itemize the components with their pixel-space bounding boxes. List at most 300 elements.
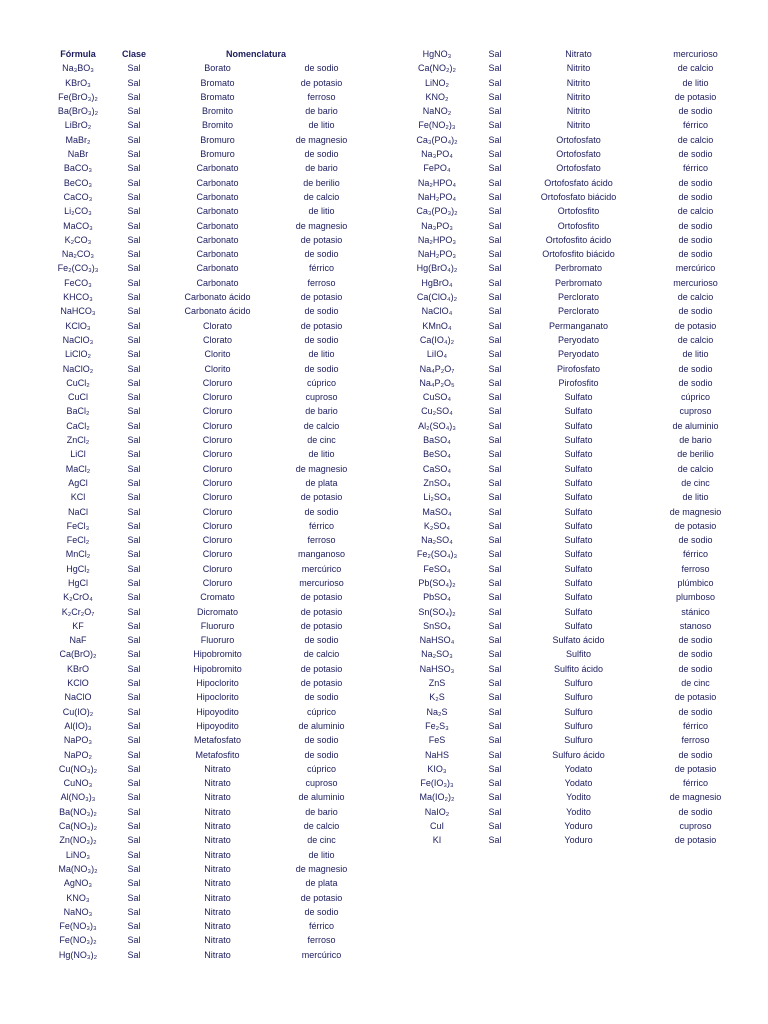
formula-cell: MaBr₂: [65, 134, 91, 145]
table-row: [40, 505, 360, 519]
formula-cell: KI: [432, 835, 442, 846]
nomenclatura-cell: Fluoruro: [200, 620, 235, 631]
suffix-cell: de bario: [305, 106, 338, 117]
suffix-cell: férrico: [308, 263, 334, 274]
nomenclatura-cell: Hipoyodito: [196, 706, 239, 717]
formula-cell: NaHSO₃: [419, 663, 455, 674]
table-row: [395, 47, 745, 61]
clase-cell: Sal: [488, 263, 502, 274]
nomenclatura-cell: Bromuro: [200, 149, 235, 160]
nomenclatura-cell: Bromuro: [200, 134, 235, 145]
formula-cell: Ca(NO₂)₂: [418, 63, 456, 74]
nomenclatura-cell: Perclorato: [557, 292, 600, 303]
table-row: [395, 161, 745, 175]
suffix-cell: de litio: [308, 849, 335, 860]
nomenclatura-cell: Hipoclorito: [196, 678, 239, 689]
table-row: [40, 690, 360, 704]
clase-cell: Sal: [127, 821, 141, 832]
clase-cell: Sal: [488, 649, 502, 660]
formula-cell: Fe(NO₃)₃: [59, 921, 97, 932]
nomenclatura-cell: Bromito: [201, 106, 233, 117]
suffix-cell: plúmbico: [677, 577, 714, 588]
clase-cell: Sal: [488, 334, 502, 345]
clase-cell: Sal: [488, 720, 502, 731]
suffix-cell: de calcio: [677, 292, 714, 303]
suffix-cell: stanoso: [679, 620, 712, 631]
nomenclatura-cell: Cloruro: [202, 563, 233, 574]
suffix-cell: de sodio: [304, 334, 339, 345]
clase-cell: Sal: [127, 420, 141, 431]
formula-cell: KF: [72, 620, 84, 631]
nomenclatura-cell: Yodato: [564, 763, 593, 774]
clase-cell: Sal: [488, 120, 502, 131]
clase-cell: Sal: [127, 435, 141, 446]
clase-cell: Sal: [127, 763, 141, 774]
clase-cell: Sal: [127, 449, 141, 460]
suffix-cell: de potasio: [300, 892, 343, 903]
nomenclatura-cell: Yodito: [566, 792, 591, 803]
suffix-cell: de sodio: [304, 63, 339, 74]
clase-cell: Sal: [488, 549, 502, 560]
suffix-cell: de sodio: [304, 149, 339, 160]
clase-cell: Sal: [127, 835, 141, 846]
formula-cell: Pb(SO₄)₂: [418, 577, 456, 588]
nomenclatura-cell: Permanganato: [548, 320, 609, 331]
formula-cell: FeS: [428, 735, 446, 746]
table-row: [40, 905, 360, 919]
formula-cell: Ma(NO₃)₂: [58, 863, 98, 874]
nomenclatura-cell: Sulfato: [564, 549, 593, 560]
clase-cell: Sal: [488, 420, 502, 431]
suffix-cell: de sodio: [678, 363, 713, 374]
formula-cell: Na₂HPO₄: [417, 177, 457, 188]
suffix-cell: de sodio: [678, 306, 713, 317]
table-row: [395, 247, 745, 261]
nomenclatura-cell: Yoduro: [564, 835, 593, 846]
table-row: [395, 562, 745, 576]
suffix-cell: de sodio: [678, 377, 713, 388]
clase-cell: Sal: [127, 906, 141, 917]
formula-cell: KIO₃: [427, 763, 447, 774]
suffix-cell: de potasio: [674, 692, 717, 703]
nomenclatura-cell: Ortofosfato ácido: [544, 177, 613, 188]
clase-cell: Sal: [488, 49, 502, 59]
table-row: [40, 447, 360, 461]
suffix-cell: de magnesio: [295, 863, 348, 874]
formula-cell: HgCl₂: [66, 563, 90, 574]
nomenclatura-cell: Sulfato: [564, 606, 593, 617]
nomenclatura-cell: Sulfato: [564, 577, 593, 588]
clase-cell: Sal: [488, 463, 502, 474]
nomenclatura-cell: Cloruro: [202, 549, 233, 560]
nomenclatura-cell: Ortofosfito ácido: [545, 234, 612, 245]
nomenclatura-cell: Sulfato: [564, 520, 593, 531]
nomenclatura-cell: Sulfito ácido: [553, 663, 604, 674]
table-row: [395, 204, 745, 218]
suffix-cell: de potasio: [674, 91, 717, 102]
suffix-cell: férrico: [682, 778, 708, 789]
clase-cell: Sal: [127, 935, 141, 946]
nomenclatura-cell: Bromato: [200, 91, 235, 102]
suffix-cell: de potasio: [300, 292, 343, 303]
table-row: [40, 719, 360, 733]
table-row: [40, 705, 360, 719]
formula-cell: LiNO₂: [425, 77, 449, 88]
suffix-cell: de sodio: [678, 749, 713, 760]
table-row: [40, 562, 360, 576]
formula-cell: KClO₃: [65, 320, 91, 331]
clase-cell: Sal: [488, 377, 502, 388]
table-row: [40, 733, 360, 747]
table-row: [40, 576, 360, 590]
formula-cell: KClO: [67, 678, 89, 689]
table-row: [395, 805, 745, 819]
clase-cell: Sal: [127, 163, 141, 174]
suffix-cell: mercúrico: [675, 263, 716, 274]
suffix-cell: de sodio: [304, 749, 339, 760]
nomenclatura-cell: Sulfato: [564, 620, 593, 631]
clase-cell: Sal: [127, 191, 141, 202]
table-row: [40, 104, 360, 118]
clase-cell: Sal: [127, 349, 141, 360]
suffix-cell: de sodio: [678, 234, 713, 245]
suffix-cell: de calcio: [303, 191, 340, 202]
table-row: [395, 505, 745, 519]
suffix-cell: férrico: [682, 549, 708, 560]
table-row: [40, 762, 360, 776]
suffix-cell: de sodio: [678, 535, 713, 546]
formula-cell: CaCO₃: [63, 191, 93, 202]
clase-cell: Sal: [127, 563, 141, 574]
clase-cell: Sal: [127, 635, 141, 646]
clase-cell: Sal: [488, 520, 502, 531]
clase-cell: Sal: [127, 577, 141, 588]
suffix-cell: de sodio: [304, 906, 339, 917]
suffix-cell: de potasio: [300, 678, 343, 689]
nomenclatura-cell: Cloruro: [202, 377, 233, 388]
nomenclatura-cell: Carbonato ácido: [184, 292, 251, 303]
table-row: [395, 833, 745, 847]
clase-cell: Sal: [127, 292, 141, 303]
formula-cell: CaCl₂: [66, 420, 90, 431]
formula-cell: NaF: [69, 635, 87, 646]
nomenclatura-cell: Hipoyodito: [196, 720, 239, 731]
formula-cell: KBrO₃: [65, 77, 91, 88]
clase-cell: Sal: [488, 277, 502, 288]
table-row: [395, 376, 745, 390]
clase-cell: Sal: [488, 406, 502, 417]
clase-cell: Sal: [488, 249, 502, 260]
formula-cell: MaCl₂: [65, 463, 91, 474]
nomenclatura-cell: Sulfato: [564, 535, 593, 546]
table-row: [395, 705, 745, 719]
nomenclatura-cell: Nitrato: [204, 806, 231, 817]
formula-cell: Fe(NO₃)₂: [59, 935, 97, 946]
clase-cell: Sal: [488, 735, 502, 746]
nomenclatura-cell: Nitrato: [204, 835, 231, 846]
suffix-cell: de potasio: [300, 592, 343, 603]
nomenclatura-cell: Carbonato: [196, 163, 239, 174]
table-row: [40, 519, 360, 533]
table-row: [40, 590, 360, 604]
nomenclatura-cell: Ortofosfato: [556, 134, 601, 145]
suffix-cell: de magnesio: [295, 463, 348, 474]
nomenclatura-cell: Perbromato: [554, 277, 603, 288]
nomenclatura-cell: Sulfuro: [564, 706, 593, 717]
clase-cell: Sal: [127, 649, 141, 660]
clase-cell: Sal: [127, 620, 141, 631]
suffix-cell: de sodio: [304, 306, 339, 317]
formula-cell: Al(IO)₃: [64, 720, 92, 731]
table-row: [40, 161, 360, 175]
suffix-cell: mercurioso: [299, 577, 344, 588]
clase-cell: Sal: [488, 535, 502, 546]
suffix-cell: férrico: [308, 921, 334, 932]
suffix-cell: de calcio: [677, 134, 714, 145]
formula-cell: BeCO₃: [63, 177, 93, 188]
table-row: [40, 333, 360, 347]
formula-cell: Na₂CO₃: [61, 249, 95, 260]
suffix-cell: de cinc: [681, 477, 710, 488]
suffix-cell: de sodio: [678, 806, 713, 817]
clase-cell: Sal: [488, 835, 502, 846]
formula-cell: BaSO₄: [423, 435, 451, 446]
table-row: [395, 762, 745, 776]
clase-cell: Sal: [488, 620, 502, 631]
table-row: [395, 533, 745, 547]
suffix-cell: de aluminio: [672, 420, 719, 431]
nomenclatura-cell: Ortofosfato biácido: [540, 191, 617, 202]
formula-cell: KMnO₄: [422, 320, 452, 331]
clase-cell: Sal: [488, 191, 502, 202]
suffix-cell: de sodio: [304, 635, 339, 646]
formula-cell: BeSO₄: [423, 449, 451, 460]
table-row: [395, 276, 745, 290]
table-row: [395, 219, 745, 233]
nomenclatura-cell: Sulfato: [564, 449, 593, 460]
suffix-cell: de calcio: [303, 420, 340, 431]
nomenclatura-cell: Nitrito: [566, 120, 591, 131]
formula-cell: LiIO₄: [426, 349, 448, 360]
formula-cell: LiCl: [70, 449, 86, 460]
nomenclatura-cell: Hipobromito: [193, 649, 242, 660]
formula-cell: NaCl: [67, 506, 88, 517]
formula-cell: NaBr: [67, 149, 89, 160]
table-row: [40, 76, 360, 90]
clase-cell: Sal: [127, 463, 141, 474]
formula-cell: KNO₂: [425, 91, 449, 102]
formula-cell: NaClO₃: [62, 334, 94, 345]
formula-cell: Hg(BrO₄)₂: [416, 263, 458, 274]
formula-cell: Na₄P₂O₅: [419, 377, 455, 388]
nomenclatura-cell: Nitrato: [204, 849, 231, 860]
nomenclatura-cell: Sulfuro: [564, 720, 593, 731]
suffix-cell: cuproso: [305, 778, 338, 789]
header-clase: Clase: [121, 49, 147, 59]
formula-cell: Ca₃(PO₃)₂: [416, 206, 458, 217]
nomenclatura-cell: Clorato: [202, 334, 232, 345]
table-row: [40, 933, 360, 947]
clase-cell: Sal: [127, 720, 141, 731]
formula-cell: Ca(ClO₄)₂: [416, 292, 458, 303]
clase-cell: Sal: [488, 692, 502, 703]
formula-cell: Na₃PO₄: [421, 149, 453, 160]
clase-cell: Sal: [127, 206, 141, 217]
suffix-cell: de sodio: [678, 249, 713, 260]
suffix-cell: ferroso: [681, 735, 710, 746]
suffix-cell: de litio: [682, 492, 709, 503]
clase-cell: Sal: [488, 592, 502, 603]
clase-cell: Sal: [488, 821, 502, 832]
clase-cell: Sal: [127, 492, 141, 503]
formula-cell: Hg(NO₃)₂: [58, 949, 98, 960]
formula-cell: Fe₂(SO₄)₃: [416, 549, 458, 560]
suffix-cell: de sodio: [678, 649, 713, 660]
formula-cell: NaPO₃: [63, 735, 93, 746]
nomenclatura-cell: Fluoruro: [200, 635, 235, 646]
formula-cell: Na₂SO₃: [421, 649, 453, 660]
table-row: [395, 719, 745, 733]
clase-cell: Sal: [488, 106, 502, 117]
formula-cell: NaPO₂: [63, 749, 92, 760]
formula-cell: CuCl: [67, 392, 88, 403]
suffix-cell: de plata: [305, 477, 338, 488]
table-row: [40, 133, 360, 147]
clase-cell: Sal: [127, 506, 141, 517]
suffix-cell: de sodio: [678, 177, 713, 188]
table-row: [40, 290, 360, 304]
nomenclatura-cell: Nitrato: [204, 878, 231, 889]
table-row: [40, 247, 360, 261]
formula-cell: NaHSO₄: [419, 635, 455, 646]
table-row: [40, 619, 360, 633]
formula-cell: Ba(BrO₃)₂: [57, 106, 99, 117]
table-row: [40, 190, 360, 204]
table-row: [40, 276, 360, 290]
clase-cell: Sal: [488, 477, 502, 488]
formula-cell: KBrO: [66, 663, 89, 674]
clase-cell: Sal: [127, 949, 141, 960]
nomenclatura-cell: Ortofosfato: [556, 163, 601, 174]
nomenclatura-cell: Cloruro: [202, 420, 233, 431]
formula-cell: SnSO₄: [423, 620, 451, 631]
suffix-cell: ferroso: [681, 563, 710, 574]
formula-cell: Na₃PO₃: [421, 220, 453, 231]
clase-cell: Sal: [488, 77, 502, 88]
formula-cell: K₂CrO₄: [63, 592, 93, 603]
nomenclatura-cell: Hipobromito: [193, 663, 242, 674]
formula-cell: HgBrO₄: [421, 277, 453, 288]
nomenclatura-cell: Carbonato: [196, 191, 239, 202]
header-formula: Fórmula: [60, 49, 96, 59]
suffix-cell: férrico: [682, 120, 708, 131]
formula-cell: Ma(IO₂)₂: [419, 792, 455, 803]
table-row: [395, 490, 745, 504]
table-row: [395, 333, 745, 347]
suffix-cell: de aluminio: [298, 792, 345, 803]
formula-cell: BaCO₃: [63, 163, 93, 174]
formula-cell: KCl: [70, 492, 86, 503]
formula-cell: Na₄P₂O₇: [419, 363, 455, 374]
table-row: [40, 476, 360, 490]
nomenclatura-cell: Carbonato: [196, 220, 239, 231]
table-row: [395, 261, 745, 275]
table-row: [40, 204, 360, 218]
table-row: [395, 662, 745, 676]
nomenclatura-cell: Sulfuro: [564, 678, 593, 689]
table-row: [395, 304, 745, 318]
clase-cell: Sal: [127, 277, 141, 288]
nomenclatura-cell: Nitrito: [566, 63, 591, 74]
formula-cell: Al(NO₃)₃: [60, 792, 96, 803]
suffix-cell: cúprico: [680, 392, 710, 403]
clase-cell: Sal: [127, 878, 141, 889]
nomenclatura-cell: Cloruro: [202, 506, 233, 517]
suffix-cell: plumboso: [675, 592, 716, 603]
nomenclatura-cell: Cloruro: [202, 520, 233, 531]
table-row: [395, 790, 745, 804]
table-row: [395, 676, 745, 690]
formula-cell: LiNO₃: [65, 849, 91, 860]
formula-cell: Na₂S: [426, 706, 448, 717]
formula-cell: Li₂CO₃: [64, 206, 92, 217]
clase-cell: Sal: [488, 706, 502, 717]
formula-cell: MaSO₄: [422, 506, 452, 517]
suffix-cell: de bario: [305, 163, 338, 174]
clase-cell: Sal: [488, 91, 502, 102]
table-row: [40, 362, 360, 376]
table-row: [395, 390, 745, 404]
table-row: [40, 876, 360, 890]
clase-cell: Sal: [488, 806, 502, 817]
clase-cell: Sal: [488, 749, 502, 760]
clase-cell: Sal: [127, 120, 141, 131]
clase-cell: Sal: [488, 177, 502, 188]
suffix-cell: de sodio: [678, 149, 713, 160]
formula-cell: Fe(BrO₃)₂: [58, 91, 98, 102]
table-row: [395, 462, 745, 476]
suffix-cell: de potasio: [300, 320, 343, 331]
table-row: [395, 347, 745, 361]
nomenclatura-cell: Metafosfato: [193, 735, 242, 746]
clase-cell: Sal: [127, 549, 141, 560]
nomenclatura-cell: Sulfato: [564, 506, 593, 517]
suffix-cell: de magnesio: [669, 506, 722, 517]
suffix-cell: de sodio: [678, 635, 713, 646]
table-row: [40, 819, 360, 833]
suffix-cell: de sodio: [304, 735, 339, 746]
clase-cell: Sal: [488, 149, 502, 160]
suffix-cell: de sodio: [678, 220, 713, 231]
nomenclatura-cell: Ortofosfito: [557, 220, 600, 231]
nomenclatura-cell: Cloruro: [202, 463, 233, 474]
suffix-cell: de calcio: [677, 334, 714, 345]
table-row: [395, 748, 745, 762]
clase-cell: Sal: [127, 678, 141, 689]
table-row: [40, 776, 360, 790]
nomenclatura-cell: Cloruro: [202, 449, 233, 460]
nomenclatura-cell: Sulfato: [564, 392, 593, 403]
suffix-cell: de potasio: [300, 234, 343, 245]
suffix-cell: férrico: [682, 163, 708, 174]
table-row: [40, 404, 360, 418]
nomenclatura-cell: Bromito: [201, 120, 233, 131]
suffix-cell: ferroso: [307, 535, 336, 546]
nomenclatura-cell: Sulfuro ácido: [552, 749, 605, 760]
clase-cell: Sal: [488, 292, 502, 303]
nomenclatura-cell: Sulfato: [564, 492, 593, 503]
suffix-cell: de sodio: [304, 363, 339, 374]
